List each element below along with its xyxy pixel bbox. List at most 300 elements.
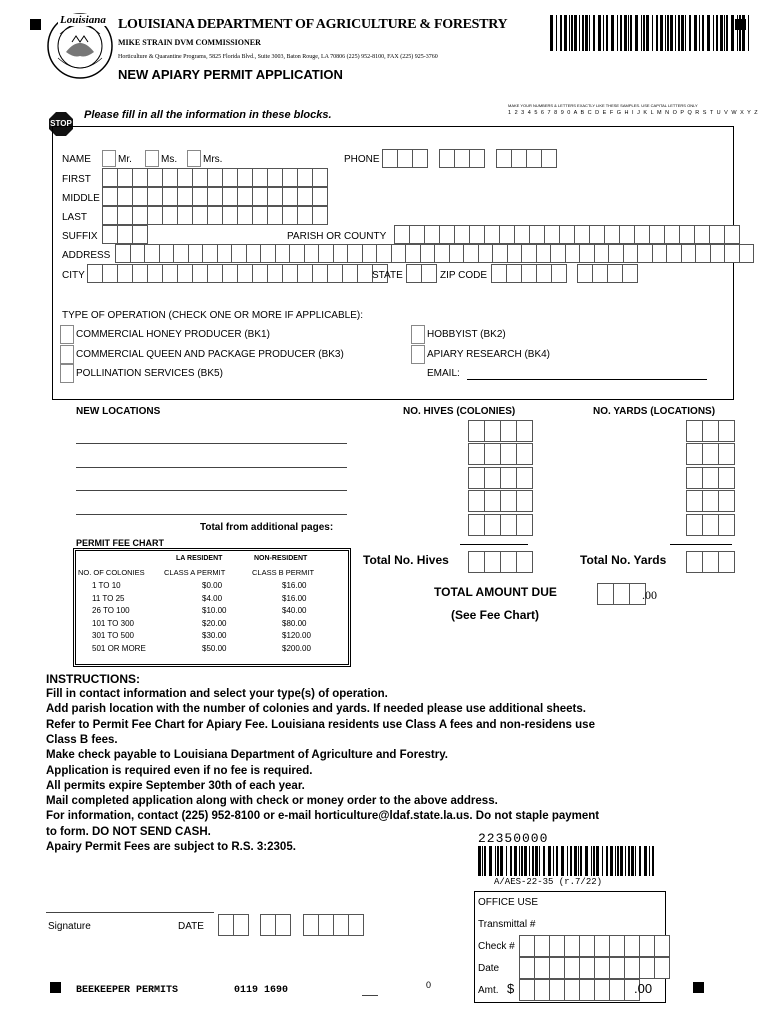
entry-cell[interactable] — [297, 168, 312, 187]
hives-field[interactable] — [468, 467, 533, 489]
entry-cell[interactable] — [406, 264, 421, 283]
entry-cell[interactable] — [348, 914, 364, 936]
entry-cell[interactable] — [102, 187, 117, 206]
entry-cell[interactable] — [604, 225, 619, 244]
entry-cell[interactable] — [117, 225, 132, 244]
entry-cell[interactable] — [304, 244, 319, 263]
entry-cell[interactable] — [333, 914, 348, 936]
entry-cell[interactable] — [718, 490, 735, 512]
entry-cell[interactable] — [327, 264, 342, 283]
entry-cell[interactable] — [702, 551, 718, 573]
entry-cell[interactable] — [589, 225, 604, 244]
checkbox-bk4[interactable] — [411, 345, 425, 364]
entry-cell[interactable] — [551, 264, 567, 283]
entry-cell[interactable] — [439, 149, 454, 168]
entry-cell[interactable] — [639, 957, 654, 979]
entry-cell[interactable] — [564, 935, 579, 957]
entry-cell[interactable] — [463, 244, 478, 263]
entry-cell[interactable] — [718, 420, 735, 442]
entry-cell[interactable] — [608, 244, 623, 263]
fee-chart-cell: 1 TO 10 — [92, 581, 121, 590]
entry-cell[interactable] — [391, 244, 406, 263]
yards-additional-field[interactable] — [686, 514, 735, 536]
entry-cell[interactable] — [594, 244, 609, 263]
entry-cell[interactable] — [222, 264, 237, 283]
entry-cell[interactable] — [132, 225, 148, 244]
entry-cell[interactable] — [496, 149, 511, 168]
entry-cell[interactable] — [574, 225, 589, 244]
checkbox-bk2[interactable] — [411, 325, 425, 344]
entry-cell[interactable] — [623, 244, 638, 263]
zip-plus4-field[interactable] — [577, 264, 638, 283]
entry-cell[interactable] — [409, 225, 424, 244]
entry-cell[interactable] — [536, 264, 551, 283]
entry-cell[interactable] — [579, 979, 594, 1001]
entry-cell[interactable] — [695, 244, 710, 263]
entry-cell[interactable] — [702, 443, 718, 465]
entry-cell[interactable] — [724, 225, 740, 244]
location-line[interactable] — [76, 514, 347, 515]
entry-cell[interactable] — [252, 264, 267, 283]
instruction-line: All permits expire September 30th of each year. — [46, 779, 305, 792]
office-amount-field[interactable] — [519, 979, 640, 1001]
entry-cell[interactable] — [267, 187, 282, 206]
entry-cell[interactable] — [686, 420, 702, 442]
yards-heading: NO. YARDS (LOCATIONS) — [593, 406, 716, 417]
entry-cell[interactable] — [312, 187, 328, 206]
entry-cell[interactable] — [478, 244, 493, 263]
entry-cell[interactable] — [449, 244, 464, 263]
entry-cell[interactable] — [639, 935, 654, 957]
state-field[interactable] — [406, 264, 437, 283]
entry-cell[interactable] — [519, 979, 534, 1001]
entry-cell[interactable] — [484, 490, 500, 512]
entry-cell[interactable] — [439, 225, 454, 244]
yards-total-rule — [670, 544, 732, 545]
entry-cell[interactable] — [275, 244, 290, 263]
entry-cell[interactable] — [282, 187, 297, 206]
yards-field[interactable] — [686, 420, 735, 442]
label-suffix: SUFFIX — [62, 231, 98, 242]
entry-cell[interactable] — [500, 514, 516, 536]
entry-cell[interactable] — [297, 264, 312, 283]
yards-field[interactable] — [686, 490, 735, 512]
entry-cell[interactable] — [564, 957, 579, 979]
entry-cell[interactable] — [634, 225, 649, 244]
entry-cell[interactable] — [666, 244, 681, 263]
entry-cell[interactable] — [222, 187, 237, 206]
entry-cell[interactable] — [521, 264, 536, 283]
entry-cell[interactable] — [541, 149, 557, 168]
instruction-line: Add parish location with the number of colonies and yards. If needed please use additional sheets. — [46, 703, 586, 716]
entry-cell[interactable] — [544, 225, 559, 244]
entry-cell[interactable] — [237, 168, 252, 187]
entry-cell[interactable] — [718, 551, 735, 573]
entry-cell[interactable] — [362, 244, 377, 263]
entry-cell[interactable] — [529, 225, 544, 244]
entry-cell[interactable] — [649, 225, 664, 244]
label-mrs: Mrs. — [203, 154, 223, 165]
entry-cell[interactable] — [231, 244, 246, 263]
entry-cell[interactable] — [534, 935, 549, 957]
entry-cell[interactable] — [132, 187, 147, 206]
entry-cell[interactable] — [686, 514, 702, 536]
entry-cell[interactable] — [619, 225, 634, 244]
entry-cell[interactable] — [516, 443, 533, 465]
entry-cell[interactable] — [260, 244, 275, 263]
entry-cell[interactable] — [709, 225, 724, 244]
entry-cell[interactable] — [594, 979, 609, 1001]
entry-cell[interactable] — [87, 264, 102, 283]
fee-chart-cell: $4.00 — [202, 593, 223, 603]
entry-cell[interactable] — [484, 551, 500, 573]
entry-cell[interactable] — [468, 420, 484, 442]
location-line[interactable] — [76, 490, 347, 491]
barcode-top — [550, 15, 752, 51]
entry-cell[interactable] — [382, 149, 397, 168]
entry-cell[interactable] — [500, 490, 516, 512]
entry-cell[interactable] — [492, 244, 507, 263]
entry-cell[interactable] — [526, 149, 541, 168]
entry-cell[interactable] — [252, 168, 267, 187]
entry-cell[interactable] — [132, 168, 147, 187]
checkbox-ms[interactable] — [145, 150, 159, 167]
hives-field[interactable] — [468, 490, 533, 512]
entry-cell[interactable] — [516, 467, 533, 489]
entry-cell[interactable] — [434, 244, 449, 263]
entry-cell[interactable] — [394, 225, 409, 244]
entry-cell[interactable] — [318, 244, 333, 263]
entry-cell[interactable] — [218, 914, 233, 936]
fee-chart-table: LA RESIDENT NON-RESIDENT NO. OF COLONIES CLASS A PERMIT CLASS B PERMIT 1 TO 10 $0.00 $16.00 11 TO 25 $4.00 $16.00 26 TO 100 $10.00 $40.00 101 TO 300 $20.00 $80.00 301 TO 500 $30.00 $120.00 501 OR MORE $50.00 $200.00 — [75, 550, 349, 665]
entry-cell[interactable] — [637, 244, 652, 263]
entry-cell[interactable] — [207, 264, 222, 283]
entry-cell[interactable] — [724, 244, 739, 263]
entry-cell[interactable] — [516, 514, 533, 536]
entry-cell[interactable] — [147, 206, 162, 225]
checkbox-mr[interactable] — [102, 150, 116, 167]
entry-cell[interactable] — [686, 467, 702, 489]
total-yards-field[interactable] — [686, 551, 735, 573]
entry-cell[interactable] — [536, 244, 551, 263]
entry-cell[interactable] — [117, 187, 132, 206]
entry-cell[interactable] — [622, 264, 638, 283]
entry-cell[interactable] — [469, 225, 484, 244]
entry-cell[interactable] — [282, 206, 297, 225]
entry-cell[interactable] — [514, 225, 529, 244]
entry-cell[interactable] — [177, 264, 192, 283]
entry-cell[interactable] — [654, 935, 670, 957]
entry-cell[interactable] — [484, 225, 499, 244]
check-number-field[interactable] — [519, 935, 670, 957]
entry-cell[interactable] — [679, 225, 694, 244]
entry-cell[interactable] — [192, 187, 207, 206]
entry-cell[interactable] — [613, 583, 629, 605]
entry-cell[interactable] — [579, 935, 594, 957]
total-amount-field[interactable] — [597, 583, 646, 605]
entry-cell[interactable] — [357, 264, 372, 283]
entry-cell[interactable] — [217, 244, 232, 263]
entry-cell[interactable] — [202, 244, 217, 263]
entry-cell[interactable] — [159, 244, 174, 263]
entry-cell[interactable] — [702, 514, 718, 536]
entry-cell[interactable] — [102, 225, 117, 244]
entry-cell[interactable] — [511, 149, 526, 168]
entry-cell[interactable] — [534, 979, 549, 1001]
entry-cell[interactable] — [132, 206, 147, 225]
entry-cell[interactable] — [519, 935, 534, 957]
entry-cell[interactable] — [607, 264, 622, 283]
entry-cell[interactable] — [468, 551, 484, 573]
entry-cell[interactable] — [718, 443, 735, 465]
entry-cell[interactable] — [681, 244, 696, 263]
entry-cell[interactable] — [516, 490, 533, 512]
entry-cell[interactable] — [297, 187, 312, 206]
email-field[interactable] — [467, 379, 707, 380]
entry-cell[interactable] — [420, 244, 435, 263]
checkbox-bk1[interactable] — [60, 325, 74, 344]
entry-cell[interactable] — [177, 206, 192, 225]
entry-cell[interactable] — [237, 187, 252, 206]
entry-cell[interactable] — [397, 149, 412, 168]
entry-cell[interactable] — [609, 979, 624, 1001]
label-bk1: COMMERCIAL HONEY PRODUCER (BK1) — [76, 329, 270, 340]
entry-cell[interactable] — [702, 420, 718, 442]
entry-cell[interactable] — [207, 168, 222, 187]
date-year-field[interactable] — [303, 914, 364, 936]
entry-cell[interactable] — [233, 914, 249, 936]
entry-cell[interactable] — [312, 168, 328, 187]
entry-cell[interactable] — [500, 467, 516, 489]
yards-field[interactable] — [686, 467, 735, 489]
hives-additional-field[interactable] — [468, 514, 533, 536]
entry-cell[interactable] — [297, 206, 312, 225]
entry-cell[interactable] — [454, 149, 469, 168]
yards-field[interactable] — [686, 443, 735, 465]
label-last: LAST — [62, 212, 88, 223]
entry-cell[interactable] — [454, 225, 469, 244]
entry-cell[interactable] — [592, 264, 607, 283]
checkbox-bk3[interactable] — [60, 345, 74, 364]
entry-cell[interactable] — [252, 187, 267, 206]
entry-cell[interactable] — [162, 264, 177, 283]
hives-field[interactable] — [468, 443, 533, 465]
entry-cell[interactable] — [702, 490, 718, 512]
entry-cell[interactable] — [491, 264, 506, 283]
entry-cell[interactable] — [686, 443, 702, 465]
location-line[interactable] — [76, 443, 347, 444]
entry-cell[interactable] — [686, 551, 702, 573]
entry-cell[interactable] — [333, 244, 348, 263]
entry-cell[interactable] — [318, 914, 333, 936]
instruction-line: Application is required even if no fee is required. — [46, 764, 313, 777]
date-month-field[interactable] — [218, 914, 249, 936]
last-name-field[interactable] — [102, 206, 328, 225]
office-date-field[interactable] — [519, 957, 670, 979]
entry-cell[interactable] — [609, 935, 624, 957]
entry-cell[interactable] — [550, 244, 565, 263]
entry-cell[interactable] — [267, 264, 282, 283]
entry-cell[interactable] — [624, 935, 639, 957]
entry-cell[interactable] — [312, 264, 327, 283]
entry-cell[interactable] — [519, 957, 534, 979]
first-name-field[interactable] — [102, 168, 328, 187]
entry-cell[interactable] — [718, 467, 735, 489]
entry-cell[interactable] — [147, 168, 162, 187]
entry-cell[interactable] — [507, 244, 522, 263]
entry-cell[interactable] — [162, 168, 177, 187]
phone-line[interactable] — [496, 149, 557, 168]
entry-cell[interactable] — [484, 443, 500, 465]
parish-field[interactable] — [394, 225, 740, 244]
entry-cell[interactable] — [686, 490, 702, 512]
address-field[interactable] — [115, 244, 754, 263]
entry-cell[interactable] — [246, 244, 261, 263]
entry-cell[interactable] — [694, 225, 709, 244]
phone-area-code[interactable] — [382, 149, 428, 168]
department-title: LOUISIANA DEPARTMENT OF AGRICULTURE & FORESTRY — [118, 17, 508, 32]
entry-cell[interactable] — [468, 514, 484, 536]
entry-cell[interactable] — [594, 935, 609, 957]
entry-cell[interactable] — [102, 168, 117, 187]
entry-cell[interactable] — [652, 244, 667, 263]
entry-cell[interactable] — [594, 957, 609, 979]
location-line[interactable] — [76, 467, 347, 468]
entry-cell[interactable] — [421, 264, 437, 283]
checkbox-bk5[interactable] — [60, 364, 74, 383]
entry-cell[interactable] — [549, 979, 564, 1001]
entry-cell[interactable] — [376, 244, 391, 263]
signature-line[interactable] — [46, 912, 214, 913]
middle-name-field[interactable] — [102, 187, 328, 206]
entry-cell[interactable] — [144, 244, 159, 263]
entry-cell[interactable] — [222, 168, 237, 187]
entry-cell[interactable] — [412, 149, 428, 168]
entry-cell[interactable] — [347, 244, 362, 263]
entry-cell[interactable] — [267, 168, 282, 187]
entry-cell[interactable] — [130, 244, 145, 263]
entry-cell[interactable] — [147, 264, 162, 283]
entry-cell[interactable] — [521, 244, 536, 263]
entry-cell[interactable] — [117, 168, 132, 187]
entry-cell[interactable] — [342, 264, 357, 283]
entry-cell[interactable] — [710, 244, 725, 263]
entry-cell[interactable] — [173, 244, 188, 263]
entry-cell[interactable] — [469, 149, 485, 168]
total-hives-field[interactable] — [468, 551, 533, 573]
entry-cell[interactable] — [500, 420, 516, 442]
entry-cell[interactable] — [565, 244, 580, 263]
entry-cell[interactable] — [102, 264, 117, 283]
entry-cell[interactable] — [499, 225, 514, 244]
entry-cell[interactable] — [192, 206, 207, 225]
entry-cell[interactable] — [577, 264, 592, 283]
entry-cell[interactable] — [117, 264, 132, 283]
entry-cell[interactable] — [147, 187, 162, 206]
entry-cell[interactable] — [579, 244, 594, 263]
entry-cell[interactable] — [222, 206, 237, 225]
entry-cell[interactable] — [207, 206, 222, 225]
entry-cell[interactable] — [549, 935, 564, 957]
label-bk3: COMMERCIAL QUEEN AND PACKAGE PRODUCER (BK3) — [76, 349, 344, 360]
entry-cell[interactable] — [177, 168, 192, 187]
entry-cell[interactable] — [516, 420, 533, 442]
entry-cell[interactable] — [500, 551, 516, 573]
entry-cell[interactable] — [237, 206, 252, 225]
entry-cell[interactable] — [718, 514, 735, 536]
entry-cell[interactable] — [162, 206, 177, 225]
entry-cell[interactable] — [260, 914, 275, 936]
entry-cell[interactable] — [282, 168, 297, 187]
entry-cell[interactable] — [468, 490, 484, 512]
entry-cell[interactable] — [207, 187, 222, 206]
entry-cell[interactable] — [117, 206, 132, 225]
entry-cell[interactable] — [267, 206, 282, 225]
entry-cell[interactable] — [468, 467, 484, 489]
entry-cell[interactable] — [237, 264, 252, 283]
date-day-field[interactable] — [260, 914, 291, 936]
entry-cell[interactable] — [516, 551, 533, 573]
entry-cell[interactable] — [534, 957, 549, 979]
entry-cell[interactable] — [664, 225, 679, 244]
entry-cell[interactable] — [468, 443, 484, 465]
entry-cell[interactable] — [188, 244, 203, 263]
entry-cell[interactable] — [177, 187, 192, 206]
label-zip: ZIP CODE — [440, 270, 488, 281]
entry-cell[interactable] — [597, 583, 613, 605]
entry-cell[interactable] — [609, 957, 624, 979]
phone-prefix[interactable] — [439, 149, 485, 168]
entry-cell[interactable] — [654, 957, 670, 979]
city-field[interactable] — [87, 264, 388, 283]
entry-cell[interactable] — [484, 420, 500, 442]
entry-cell[interactable] — [132, 264, 147, 283]
suffix-field[interactable] — [102, 225, 148, 244]
zip-field[interactable] — [491, 264, 567, 283]
entry-cell[interactable] — [484, 467, 500, 489]
corner-mark-bottom-right — [693, 982, 704, 993]
entry-cell[interactable] — [252, 206, 267, 225]
entry-cell[interactable] — [624, 957, 639, 979]
entry-cell[interactable] — [559, 225, 574, 244]
entry-cell[interactable] — [500, 443, 516, 465]
label-address: ADDRESS — [62, 250, 111, 261]
entry-cell[interactable] — [506, 264, 521, 283]
entry-cell[interactable] — [405, 244, 420, 263]
entry-cell[interactable] — [282, 264, 297, 283]
entry-cell[interactable] — [162, 187, 177, 206]
label-bk4: APIARY RESEARCH (BK4) — [427, 349, 551, 360]
entry-cell[interactable] — [484, 514, 500, 536]
entry-cell[interactable] — [275, 914, 291, 936]
entry-cell[interactable] — [192, 168, 207, 187]
fee-chart-cell: $0.00 — [202, 581, 223, 590]
entry-cell[interactable] — [312, 206, 328, 225]
entry-cell[interactable] — [564, 979, 579, 1001]
entry-cell[interactable] — [115, 244, 130, 263]
entry-cell[interactable] — [549, 957, 564, 979]
entry-cell[interactable] — [303, 914, 318, 936]
entry-cell[interactable] — [192, 264, 207, 283]
checkbox-mrs[interactable] — [187, 150, 201, 167]
entry-cell[interactable] — [702, 467, 718, 489]
hives-field[interactable] — [468, 420, 533, 442]
entry-cell[interactable] — [579, 957, 594, 979]
entry-cell[interactable] — [102, 206, 117, 225]
entry-cell[interactable] — [739, 244, 755, 263]
entry-cell[interactable] — [289, 244, 304, 263]
entry-cell[interactable] — [424, 225, 439, 244]
